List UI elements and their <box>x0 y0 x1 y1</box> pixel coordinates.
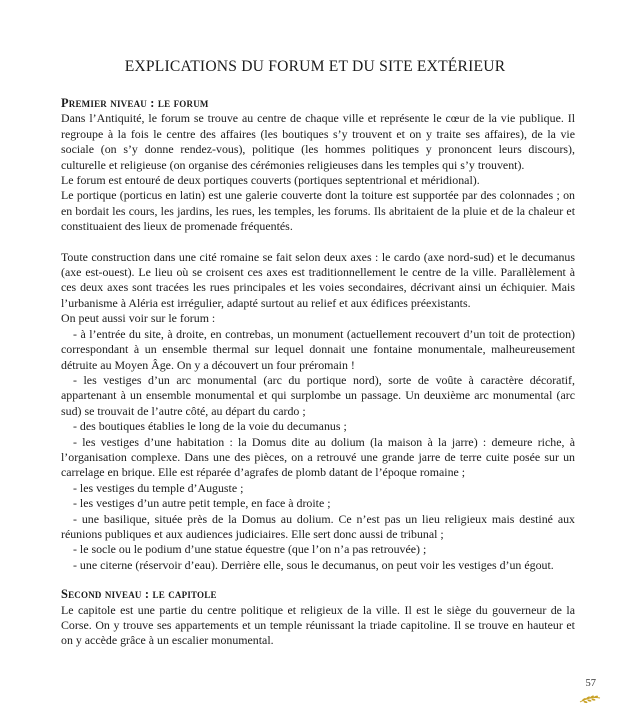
paragraph: Le forum est entouré de deux portiques couverts (portiques septentrional et méridional). <box>61 173 480 188</box>
paragraph: On peut aussi voir sur le forum : <box>61 311 216 326</box>
page-title: EXPLICATIONS DU FORUM ET DU SITE EXTÉRIEUR <box>124 58 506 75</box>
list-item: - les vestiges d’un arc monumental (arc du portique nord), sorte de voûte à caractère décoratif, appartenant à un ensemble monumental et qui surplombe un passage. Un deuxième arc monumental (arc sud) se trouvait de l’autre côté, au départ du cardo ; <box>61 372 575 418</box>
paragraph-gap <box>61 573 575 587</box>
list-item: - le socle ou le podium d’une statue équestre (que l’on n’a pas retrouvée) ; <box>73 542 427 557</box>
paragraph: Le capitole est une partie du centre politique et religieux de la ville. Il est le siège du gouverneur de la Corse. On y trouve ses appartements et un temple réunissant la triade capitoline. Il se trouve en hauteur et on y accède grâce à un escalier monumental. <box>61 602 575 648</box>
page-content <box>61 96 575 649</box>
list-item: - les vestiges d’un autre petit temple, en face à droite ; <box>73 496 331 511</box>
paragraph: Toute construction dans une cité romaine se fait selon deux axes : le cardo (axe nord-sud) et le decumanus (axe est-ouest). Le lieu où se croisent ces axes est traditionnellement le centre de la ville. Parallèlement à ces deux axes sont tracées les rues principales et les voies secondaires, décrivant ainsi un échiquier. Mais l’urbanisme à Aléria est irrégulier, adapté surtout au relief et aux édifices préexistants. <box>61 249 575 310</box>
section-heading-capitole: Second niveau : le capitole <box>61 587 217 602</box>
list-item: - les vestiges d’une habitation : la Domus dite au dolium (la maison à la jarre) : demeure riche, à l’organisation complexe. Dans une des pièces, on a retrouvé une grande jarre de terre cuite posée sur un carrelage en brique. Elle est réparée d’agrafes de plomb datant de l’époque romaine ; <box>61 434 575 480</box>
paragraph: Dans l’Antiquité, le forum se trouve au centre de chaque ville et représente le cœur de la vie publique. Il regroupe à la fois le centre des affaires (les boutiques s’y trouvent et on y traite ses affaires), de la vie sociale (on s’y donne rendez-vous), politique (les hommes politiques y prononcent leurs discours), culturelle et religieuse (on organise des cérémonies religieuses dans les temples qui s’y trouvent). <box>61 111 575 172</box>
section-heading-forum: Premier niveau : le forum <box>61 96 209 110</box>
laurel-ornament-icon <box>578 692 602 704</box>
list-item: - à l’entrée du site, à droite, en contrebas, un monument (actuellement recouvert d’un toit de protection) correspondant à un ensemble thermal sur lequel donnait une fontaine monumentale, malheureusement détruite au Moyen Âge. On y a découvert un four préromain ! <box>61 326 575 372</box>
paragraph: Le portique (porticus en latin) est une galerie couverte dont la toiture est supportée par des colonnades ; on en bordait les cours, les jardins, les rues, les temples, les forums. Ils abritaient de la pluie et de la chaleur et constituaient des lieux de promenade fréquentés. <box>61 188 575 234</box>
paragraph-gap <box>61 235 575 250</box>
list-item: - une basilique, située près de la Domus au dolium. Ce n’est pas un lieu religieux mais destiné aux réunions publiques et aux audiences judiciaires. Elle sert donc aussi de tribunal ; <box>61 511 575 541</box>
list-item: - des boutiques établies le long de la voie du decumanus ; <box>73 419 347 434</box>
page-number: 57 <box>585 678 596 689</box>
list-item: - les vestiges du temple d’Auguste ; <box>73 480 244 495</box>
list-item: - une citerne (réservoir d’eau). Derrière elle, sous le decumanus, on peut voir les vestiges d’un égout. <box>73 557 554 572</box>
